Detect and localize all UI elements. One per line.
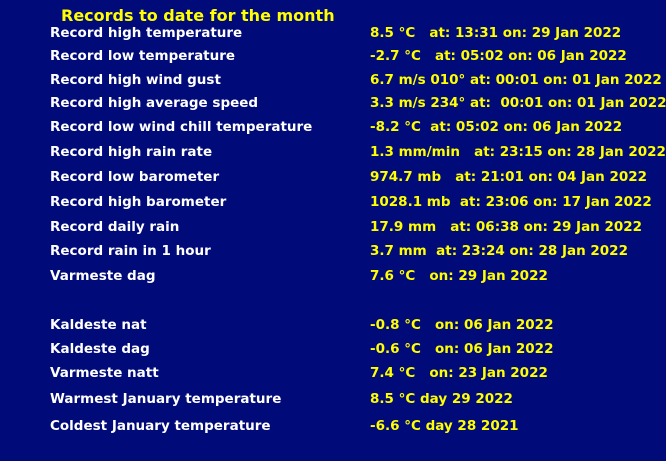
- record-row-kaldeste-nat: [0, 316, 666, 334]
- record-value: 8.5 °C at: 13:31 on: 29 Jan 2022: [370, 25, 622, 41]
- record-row-daily-rain: [0, 218, 666, 236]
- record-label: Record high barometer: [50, 194, 227, 210]
- record-label: Varmeste natt: [50, 365, 159, 381]
- record-row-coldest-month: [0, 417, 666, 435]
- record-row-low-temperature: [0, 47, 666, 65]
- record-label: Kaldeste dag: [50, 341, 150, 357]
- record-row-varmeste-natt: [0, 364, 666, 382]
- record-label: Varmeste dag: [50, 268, 156, 284]
- record-value: 3.7 mm at: 23:24 on: 28 Jan 2022: [370, 243, 628, 259]
- record-row-high-barometer: [0, 193, 666, 211]
- record-value: -6.6 °C day 28 2021: [370, 418, 519, 434]
- record-value: -0.8 °C on: 06 Jan 2022: [370, 317, 554, 333]
- record-row-rain-1-hour: [0, 242, 666, 260]
- record-label: Record rain in 1 hour: [50, 243, 211, 259]
- record-label: Record high average speed: [50, 95, 259, 111]
- record-label: Kaldeste nat: [50, 317, 147, 333]
- record-value: 974.7 mb at: 21:01 on: 04 Jan 2022: [370, 169, 648, 185]
- record-label: Record low barometer: [50, 169, 220, 185]
- record-value: 8.5 °C day 29 2022: [370, 391, 513, 407]
- record-value: 3.3 m/s 234° at: 00:01 on: 01 Jan 2022: [370, 95, 666, 111]
- record-row-kaldeste-dag: [0, 340, 666, 358]
- record-label: Record daily rain: [50, 219, 180, 235]
- record-value: -8.2 °C at: 05:02 on: 06 Jan 2022: [370, 119, 623, 135]
- record-label: Warmest January temperature: [50, 391, 282, 407]
- record-value: 7.4 °C on: 23 Jan 2022: [370, 365, 548, 381]
- record-label: Record high wind gust: [50, 72, 221, 88]
- record-row-low-wind-chill: [0, 118, 666, 136]
- record-row-low-barometer: [0, 168, 666, 186]
- record-row-high-wind-gust: [0, 71, 666, 89]
- record-label: Record low wind chill temperature: [50, 119, 313, 135]
- record-row-varmeste-dag: [0, 267, 666, 285]
- record-row-warmest-month: [0, 390, 666, 408]
- record-value: -2.7 °C at: 05:02 on: 06 Jan 2022: [370, 48, 627, 64]
- record-label: Coldest January temperature: [50, 418, 271, 434]
- page-title: Records to date for the month: [61, 6, 335, 25]
- record-label: Record low temperature: [50, 48, 236, 64]
- record-label: Record high rain rate: [50, 144, 213, 160]
- record-value: 6.7 m/s 010° at: 00:01 on: 01 Jan 2022: [370, 72, 662, 88]
- record-row-high-temperature: [0, 24, 666, 42]
- record-value: 7.6 °C on: 29 Jan 2022: [370, 268, 548, 284]
- record-value: 1.3 mm/min at: 23:15 on: 28 Jan 2022: [370, 144, 666, 160]
- record-value: 17.9 mm at: 06:38 on: 29 Jan 2022: [370, 219, 643, 235]
- record-label: Record high temperature: [50, 25, 243, 41]
- record-value: -0.6 °C on: 06 Jan 2022: [370, 341, 554, 357]
- record-row-high-rain-rate: [0, 143, 666, 161]
- record-row-high-average-speed: [0, 94, 666, 112]
- record-value: 1028.1 mb at: 23:06 on: 17 Jan 2022: [370, 194, 652, 210]
